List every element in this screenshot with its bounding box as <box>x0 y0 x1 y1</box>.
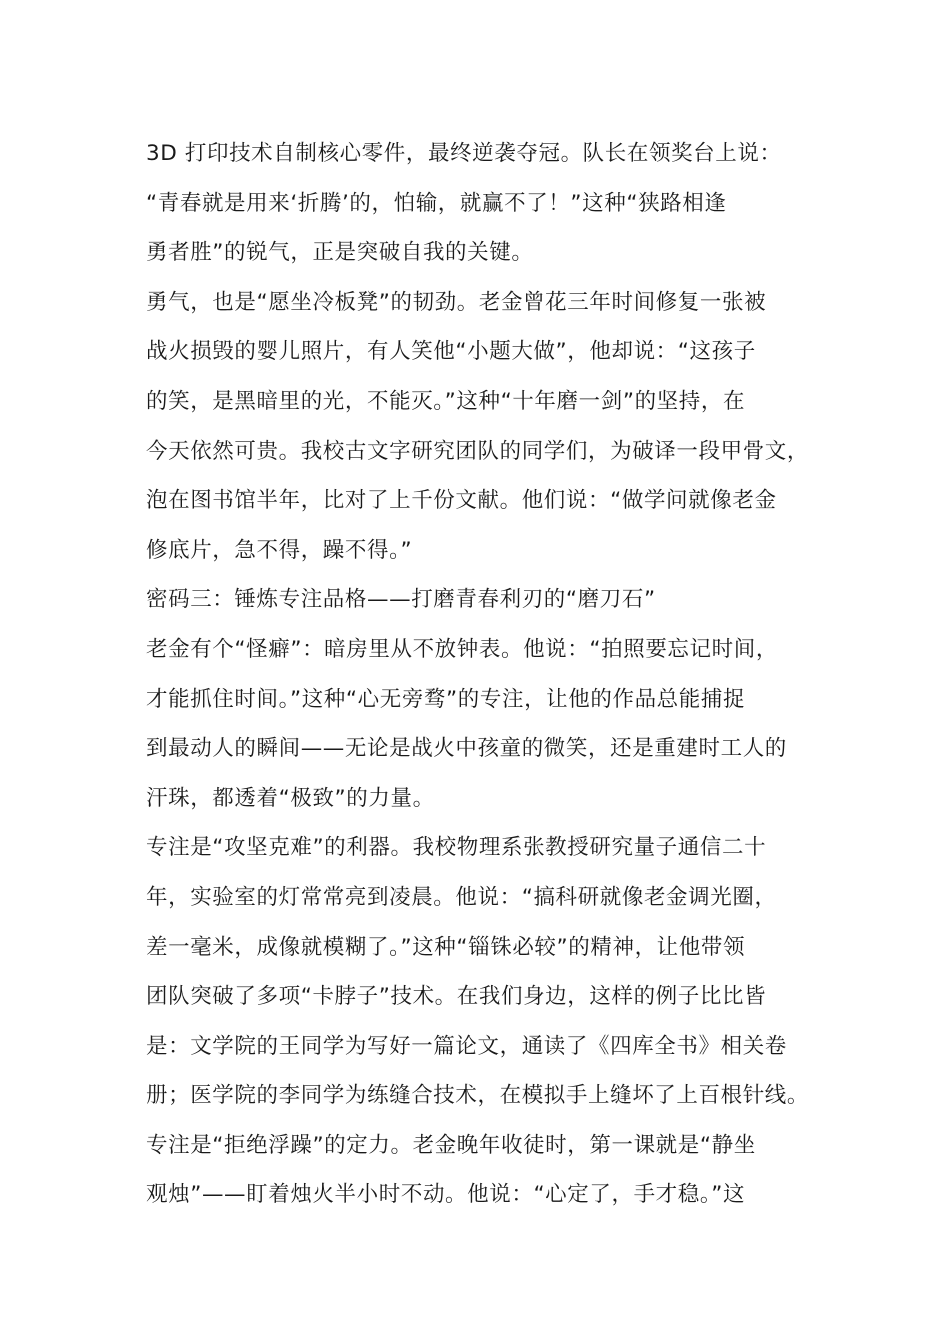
text-line: “青春就是用来‘折腾’的，怕输，就赢不了！”这种“狭路相逢 <box>146 190 727 216</box>
text-line: 泡在图书馆半年，比对了上千份文献。他们说：“做学问就像老金 <box>146 488 777 514</box>
text-line: 勇气，也是“愿坐冷板凳”的韧劲。老金曾花三年时间修复一张被 <box>146 289 767 315</box>
text-line: 老金有个“怪癖”：暗房里从不放钟表。他说：“拍照要忘记时间， <box>146 636 778 662</box>
text-line: 册；医学院的李同学为练缝合技术，在模拟手上缝坏了上百根针线。 <box>146 1083 810 1109</box>
document-body <box>146 129 826 1220</box>
text-line: 年，实验室的灯常常亮到凌晨。他说：“搞科研就像老金调光圈， <box>146 884 777 910</box>
text-line: 到最动人的瞬间——无论是战火中孩童的微笑，还是重建时工人的 <box>146 736 787 762</box>
text-line: 专注是“拒绝浮躁”的定力。老金晚年收徒时，第一课就是“静坐 <box>146 1132 756 1158</box>
text-line: 勇者胜”的锐气，正是突破自我的关键。 <box>146 240 534 266</box>
text-line: 汗珠，都透着“极致”的力量。 <box>146 785 435 811</box>
text-line: 3D 打印技术自制核心零件，最终逆袭夺冠。队长在领奖台上说： <box>146 141 782 166</box>
section-heading: 密码三：锤炼专注品格——打磨青春利刃的“磨刀石” <box>146 587 656 613</box>
text-line: 的笑，是黑暗里的光，不能灭。”这种“十年磨一剑”的坚持，在 <box>146 388 746 414</box>
text-line: 修底片，急不得，躁不得。” <box>146 537 413 563</box>
text-line: 是：文学院的王同学为写好一篇论文，通读了《四库全书》相关卷 <box>146 1033 787 1059</box>
text-line: 专注是“攻坚克难”的利器。我校物理系张教授研究量子通信二十 <box>146 835 767 861</box>
text-line: 才能抓住时间。”这种“心无旁骛”的专注，让他的作品总能捕捉 <box>146 686 746 712</box>
text-line: 团队突破了多项“卡脖子”技术。在我们身边，这样的例子比比皆 <box>146 984 767 1010</box>
text-line: 战火损毁的婴儿照片，有人笑他“小题大做”，他却说：“这孩子 <box>146 339 756 365</box>
text-line: 今天依然可贵。我校古文字研究团队的同学们，为破译一段甲骨文， <box>146 438 810 464</box>
text-line: 观烛”——盯着烛火半小时不动。他说：“心定了，手才稳。”这 <box>146 1182 746 1208</box>
text-line: 差一毫米，成像就模糊了。”这种“锱铢必较”的精神，让他带领 <box>146 934 746 960</box>
